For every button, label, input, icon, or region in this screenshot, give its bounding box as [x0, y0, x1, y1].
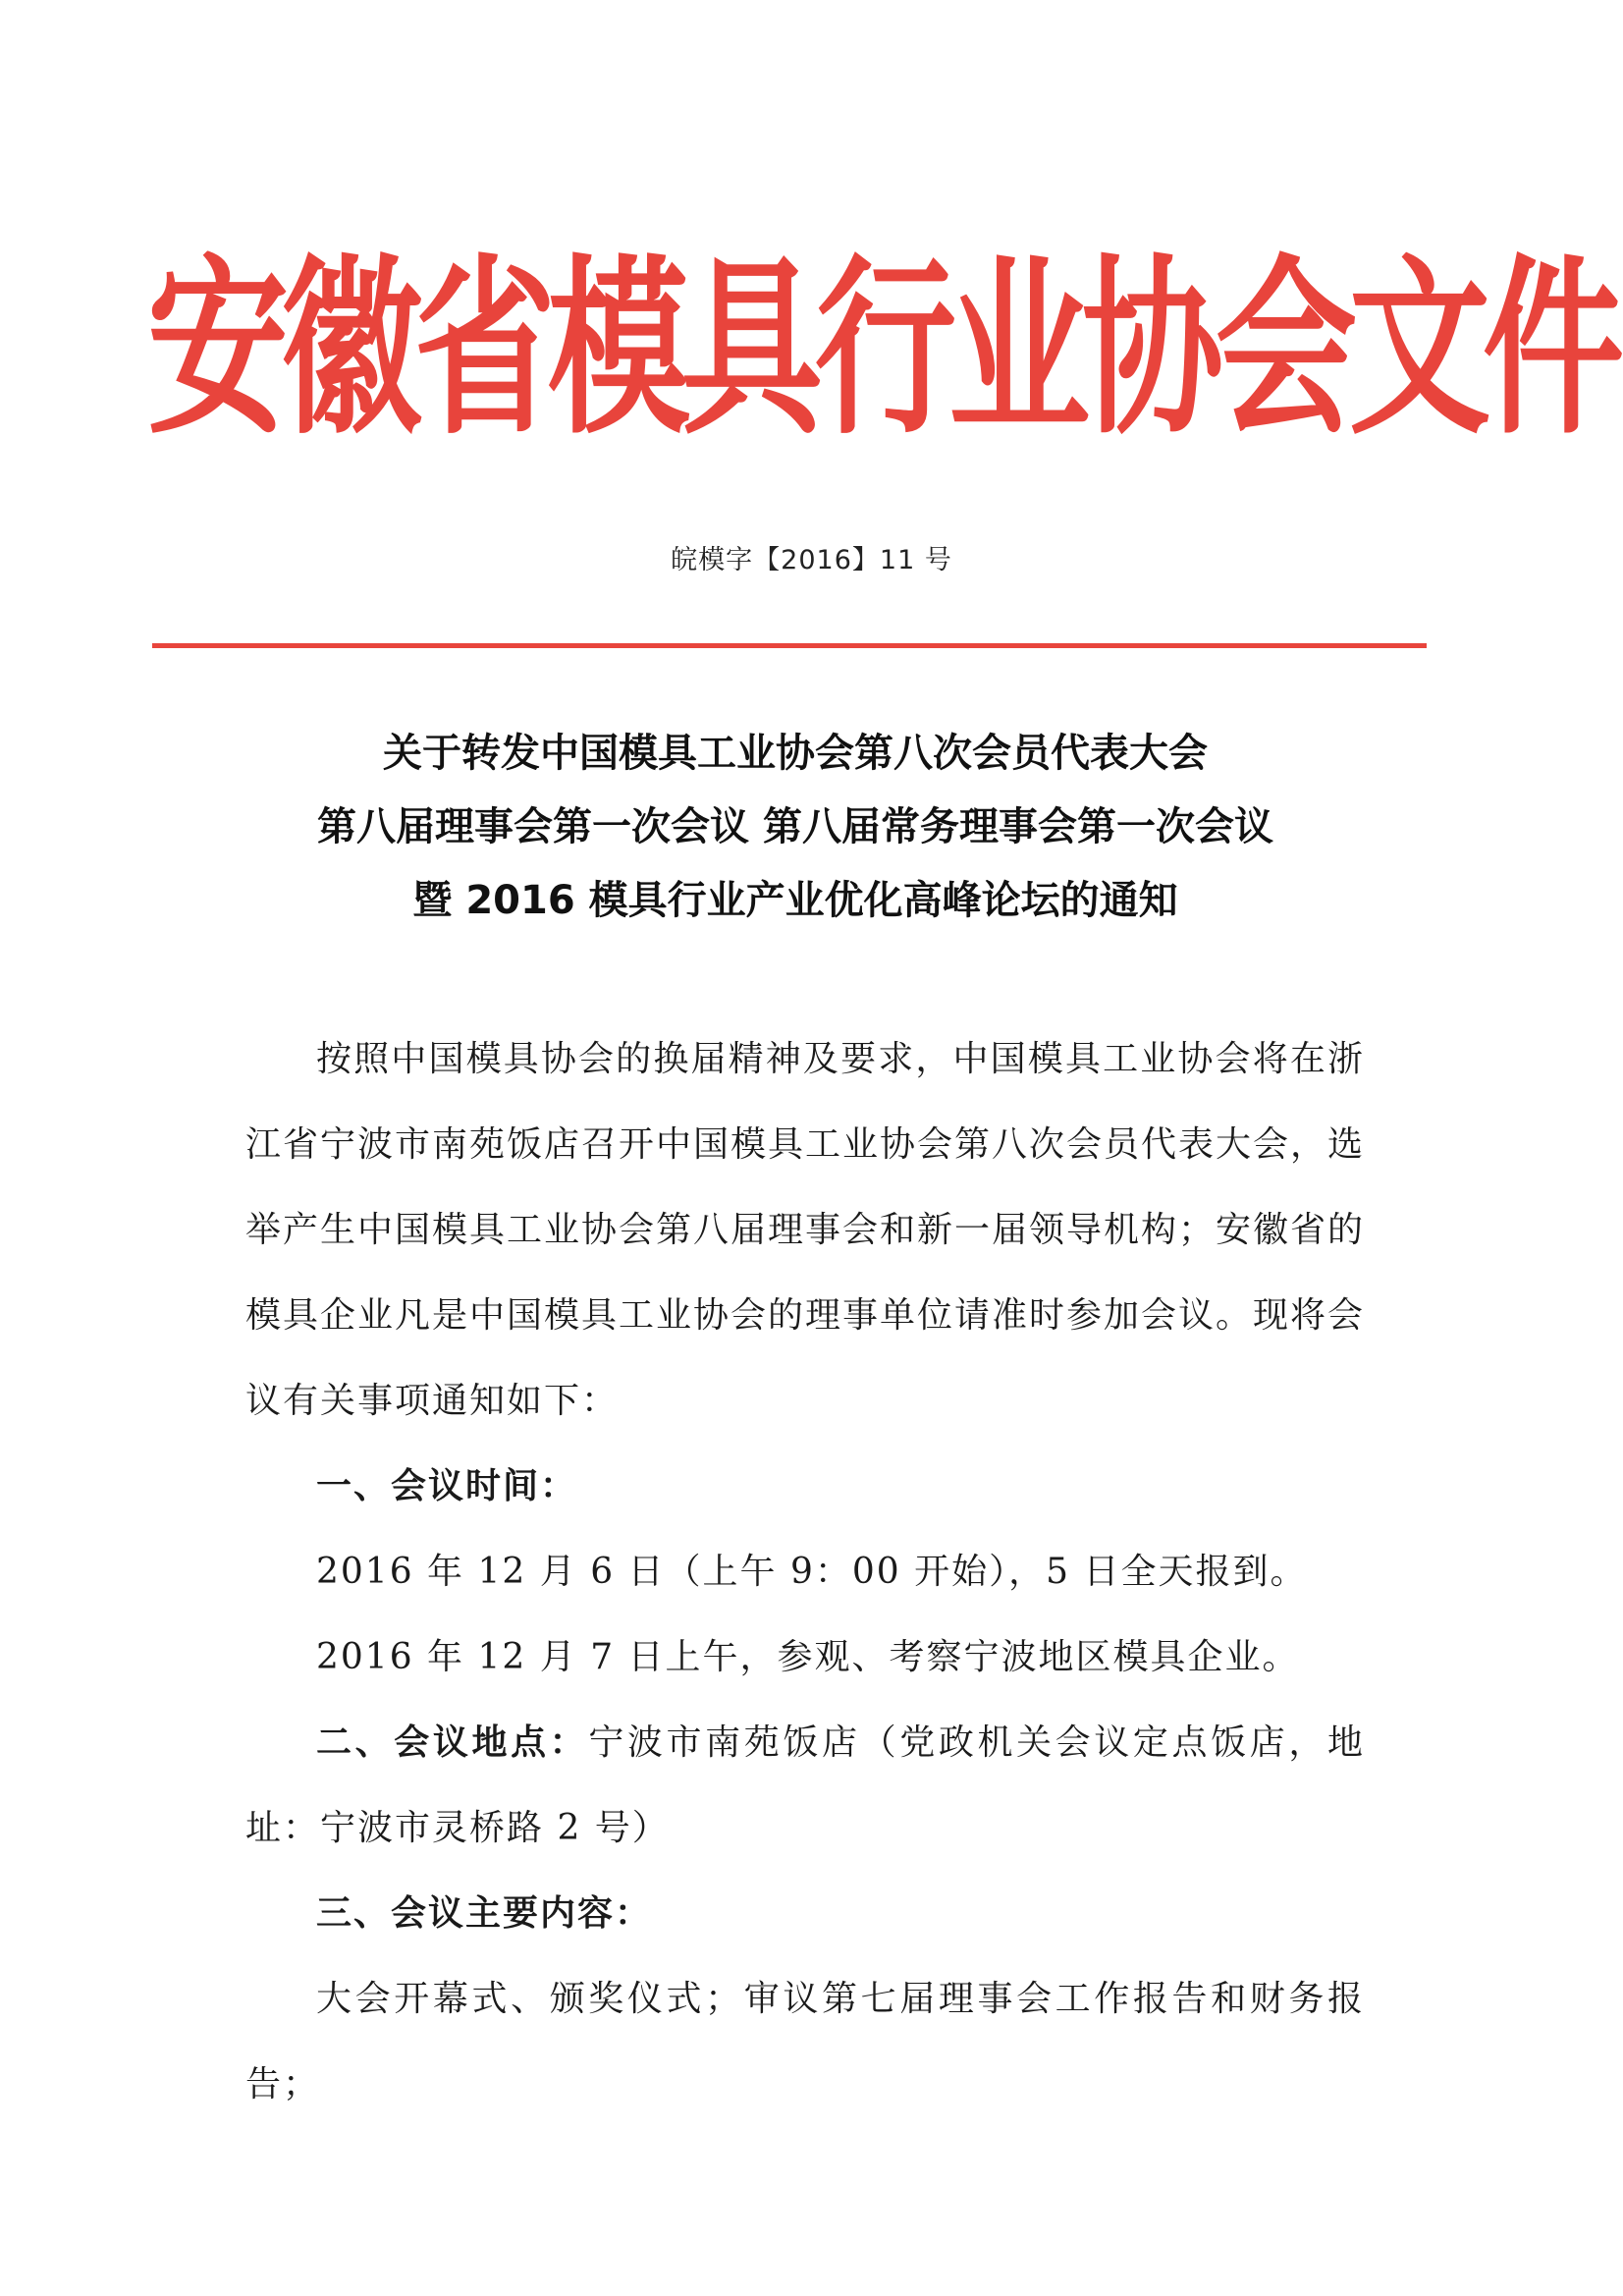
location-paragraph	[245, 1700, 1365, 1871]
section-heading-time: 一、会议时间：	[316, 1466, 578, 1506]
document-header-title: 安徽省模具行业协会文件	[147, 237, 1617, 461]
section-heading-location: 二、会议地点：	[316, 1722, 589, 1763]
location-text: 宁波市南苑饭店（党政机关会议定点饭店，地址：宁波市灵桥路 2 号）	[245, 1722, 1365, 1848]
notice-title-line-1: 关于转发中国模具工业协会第八次会员代表大会	[383, 731, 1208, 776]
notice-title-line-3: 暨 2016 模具行业产业优化高峰论坛的通知	[412, 878, 1178, 923]
content-line-1: 大会开幕式、颁奖仪式；审议第七届理事会工作报告和财务报告；	[245, 1979, 1365, 2105]
document-number: 皖模字【2016】11 号	[671, 545, 952, 575]
notice-title-line-2: 第八届理事会第一次会议 第八届常务理事会第一次会议	[317, 804, 1273, 849]
meeting-time-line-1: 2016 年 12 月 6 日（上午 9：00 开始），5 日全天报到。	[316, 1552, 1308, 1592]
intro-paragraph: 按照中国模具协会的换届精神及要求，中国模具工业协会将在浙江省宁波市南苑饭店召开中国模具工业协会第八次会员代表大会，选举产生中国模具工业协会第八届理事会和新一届领导机构；安徽省的模具企业凡是中国模具工业协会的理事单位请准时参加会议。现将会议有关事项通知如下：	[245, 1039, 1366, 1421]
section-heading-content: 三、会议主要内容：	[316, 1893, 653, 1934]
notice-title	[147, 717, 1443, 938]
meeting-time-line-2: 2016 年 12 月 7 日上午，参观、考察宁波地区模具企业。	[316, 1637, 1300, 1677]
red-divider-line	[152, 643, 1427, 648]
